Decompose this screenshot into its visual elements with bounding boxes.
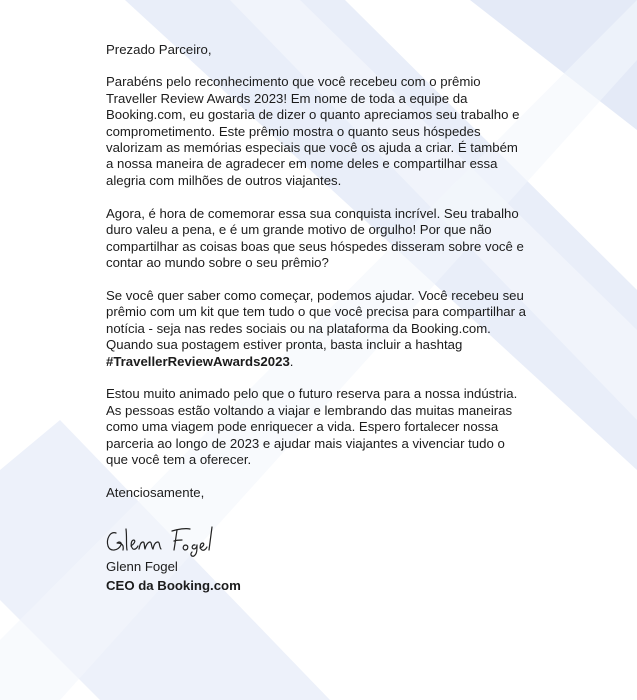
letter-body bbox=[106, 42, 526, 594]
paragraph-3-text: Se você quer saber como começar, podemos ajudar. Você recebeu seu prêmio com um kit que tem tudo o que você precisa para compartilhar a notícia - seja nas redes sociais ou na plataforma da Booking.com. Quando sua postagem estiver pronta, basta incluir a hashtag bbox=[106, 287, 527, 353]
handwritten-signature bbox=[102, 519, 222, 557]
letter-paragraph-2: Agora, é hora de comemorar essa sua conquista incrível. Seu trabalho duro valeu a pena, e é um grande motivo de orgulho! Por que não compartilhar as coisas boas que seus hóspedes disseram sobre você e contar ao mundo sobre o seu prêmio? bbox=[106, 205, 524, 270]
letter-paragraph-1: Parabéns pelo reconhecimento que você recebeu com o prêmio Traveller Review Awards 2023! Em nome de toda a equipe da Booking.com, eu gostaria de dizer o quanto apreciamos seu trabalho e comprometimento. Este prêmio mostra o quanto seus hóspedes valorizam as memórias especiais que você os ajuda a criar. É também a nossa maneira de agradecer em nome deles e compartilhar essa alegria com milhões de outros viajantes. bbox=[106, 74, 520, 188]
paragraph-3-end: . bbox=[289, 353, 294, 369]
letter-closing: Atenciosamente, bbox=[106, 484, 205, 500]
award-hashtag: #TravellerReviewAwards2023 bbox=[106, 353, 290, 369]
signer-title: CEO da Booking.com bbox=[106, 577, 241, 593]
letter-paragraph-3 bbox=[106, 288, 526, 370]
letter-paragraph-4: Estou muito animado pelo que o futuro reserva para a nossa indústria. As pessoas estão voltando a viajar e lembrando das muitas maneiras como uma viagem pode enriquecer a vida. Espero fortalecer nossa parceria ao longo de 2023 e ajudar mais viajantes a vivenciar tudo o que você tem a oferecer. bbox=[106, 386, 518, 468]
signer-name: Glenn Fogel bbox=[106, 559, 178, 575]
letter-greeting: Prezado Parceiro, bbox=[106, 42, 212, 57]
